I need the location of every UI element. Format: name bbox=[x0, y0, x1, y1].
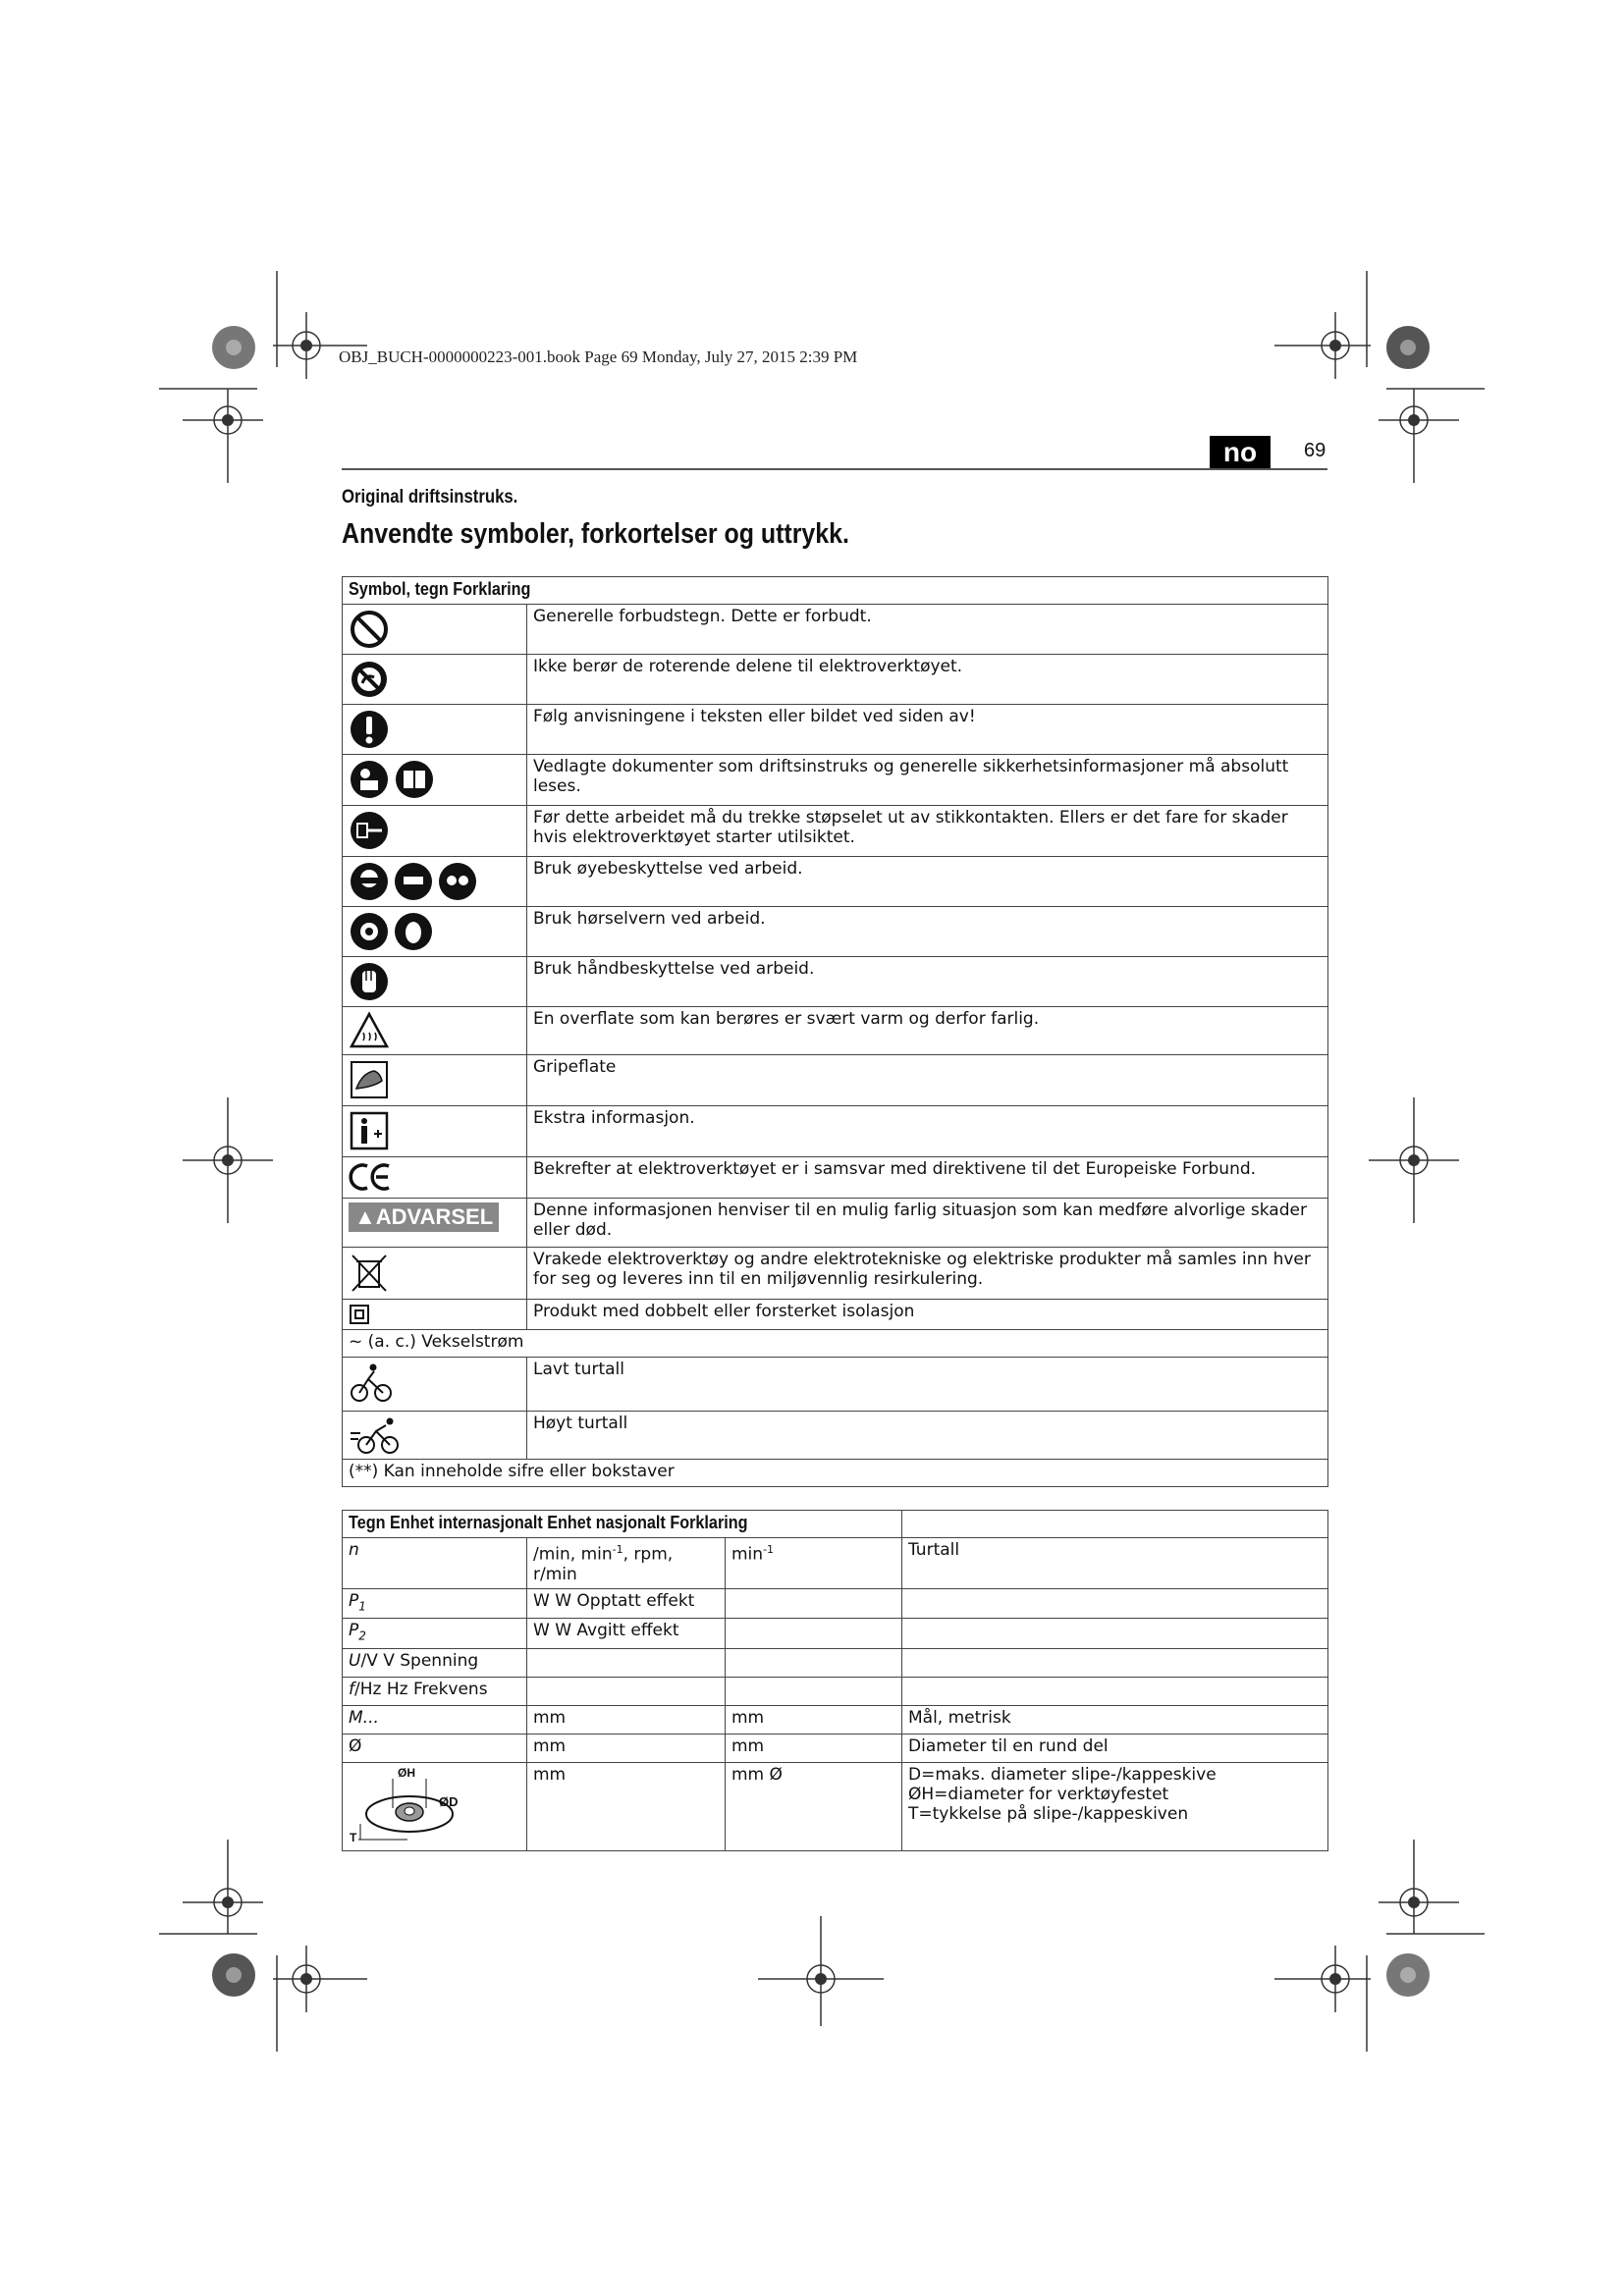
high-speed-bike-icon bbox=[349, 1415, 402, 1455]
symbol-cell bbox=[343, 1199, 527, 1248]
unit-explanation bbox=[902, 1677, 1328, 1705]
symbol-explanation: Bruk hørselvern ved arbeid. bbox=[527, 907, 1328, 957]
unit-national: $\min^{-1}$ bbox=[726, 1538, 902, 1589]
unit-international: mm bbox=[527, 1734, 726, 1762]
hand-protection-icon bbox=[349, 961, 390, 1002]
symbol-cell bbox=[343, 1248, 527, 1300]
symbol-explanation: Følg anvisningene i teksten eller bildet ved siden av! bbox=[527, 705, 1328, 755]
unit-international: mm bbox=[527, 1705, 726, 1734]
explanation-line: ØH=diameter for verktøyfestet bbox=[908, 1784, 1169, 1804]
info-icon bbox=[349, 1110, 390, 1151]
symbols-table-header: Symbol, tegn Forklaring bbox=[343, 577, 1328, 605]
read-documents-icon bbox=[349, 759, 439, 800]
warning-badge-label: ADVARSEL bbox=[375, 1204, 494, 1229]
eye-protection-icon bbox=[349, 861, 478, 902]
diagram-label-oh: ØH bbox=[398, 1765, 415, 1780]
unit-national: mm bbox=[726, 1734, 902, 1762]
symbol-cell bbox=[343, 705, 527, 755]
symbol-explanation: Produkt med dobbelt eller forsterket isolasjon bbox=[527, 1300, 1328, 1330]
units-table bbox=[342, 1510, 1328, 1851]
symbol-explanation: Høyt turtall bbox=[527, 1412, 1328, 1460]
explanation-line: T=tykkelse på slipe-/kappeskiven bbox=[908, 1803, 1189, 1824]
symbol-cell bbox=[343, 806, 527, 857]
mandatory-exclamation-icon bbox=[349, 709, 390, 750]
unit-national: mm bbox=[726, 1705, 902, 1734]
symbol-cell bbox=[343, 957, 527, 1007]
units-table-header: Tegn Enhet internasjonalt Enhet nasjonalt Forklaring bbox=[343, 1511, 902, 1538]
symbol-cell bbox=[343, 1055, 527, 1106]
symbol-explanation: Gripeflate bbox=[527, 1055, 1328, 1106]
symbol-explanation: Vrakede elektroverktøy og andre elektrotekniske og elektriske produkter må samles inn hver for seg og leveres inn til en miljøvennlig resirkulering. bbox=[527, 1248, 1328, 1300]
no-touch-rotating-icon bbox=[349, 659, 390, 700]
warning-badge bbox=[349, 1202, 499, 1232]
unit-national bbox=[726, 1589, 902, 1619]
units-table-header-empty bbox=[902, 1511, 1328, 1538]
symbol-row-full: (**) Kan inneholde sifre eller bokstaver bbox=[343, 1460, 1328, 1487]
unit-sign: U/V V Spenning bbox=[343, 1648, 527, 1677]
symbol-explanation: Vedlagte dokumenter som driftsinstruks og generelle sikkerhetsinformasjoner må absolutt leses. bbox=[527, 755, 1328, 806]
unit-explanation bbox=[902, 1619, 1328, 1648]
symbol-explanation: Ikke berør de roterende delene til elektroverktøyet. bbox=[527, 655, 1328, 705]
page-number: 69 bbox=[1304, 440, 1326, 461]
symbol-cell bbox=[343, 755, 527, 806]
symbol-row-full: ~ (a. c.) Vekselstrøm bbox=[343, 1330, 1328, 1358]
unit-explanation: Diameter til en rund del bbox=[902, 1734, 1328, 1762]
unit-international: /min, $\min^{-1}$, rpm, r/min bbox=[527, 1538, 726, 1589]
unit-international: W W Avgitt effekt bbox=[527, 1619, 726, 1648]
prohibition-icon bbox=[349, 609, 390, 650]
low-speed-bike-icon bbox=[349, 1362, 394, 1403]
symbol-explanation: Lavt turtall bbox=[527, 1358, 1328, 1412]
unit-explanation: Turtall bbox=[902, 1538, 1328, 1589]
symbol-explanation: En overflate som kan berøres er svært varm og derfor farlig. bbox=[527, 1007, 1328, 1055]
explanation-line: D=maks. diameter slipe-/kappeskive bbox=[908, 1764, 1217, 1785]
unit-sign: Ø bbox=[343, 1734, 527, 1762]
unplug-icon bbox=[349, 810, 390, 851]
unit-sign: n bbox=[343, 1538, 527, 1589]
unit-explanation bbox=[902, 1589, 1328, 1619]
language-tab: no bbox=[1210, 436, 1271, 469]
symbol-explanation: Bruk øyebeskyttelse ved arbeid. bbox=[527, 857, 1328, 907]
symbol-explanation: Bruk håndbeskyttelse ved arbeid. bbox=[527, 957, 1328, 1007]
unit-explanation: Mål, metrisk bbox=[902, 1705, 1328, 1734]
unit-explanation bbox=[902, 1762, 1328, 1850]
symbol-cell bbox=[343, 605, 527, 655]
unit-national bbox=[726, 1677, 902, 1705]
hot-surface-icon bbox=[349, 1011, 390, 1050]
symbol-cell bbox=[343, 1106, 527, 1157]
page-title: Anvendte symboler, forkortelser og uttrykk. bbox=[342, 518, 849, 550]
unit-national bbox=[726, 1648, 902, 1677]
unit-sign: M... bbox=[343, 1705, 527, 1734]
symbol-cell bbox=[343, 655, 527, 705]
ear-protection-icon bbox=[349, 911, 437, 952]
unit-sign bbox=[343, 1762, 527, 1850]
symbol-explanation: Generelle forbudstegn. Dette er forbudt. bbox=[527, 605, 1328, 655]
double-insulation-icon bbox=[349, 1304, 370, 1325]
symbol-cell bbox=[343, 907, 527, 957]
symbol-explanation: Før dette arbeidet må du trekke støpselet ut av stikkontakten. Ellers er det fare for skader hvis elektroverktøyet starter utilsiktet. bbox=[527, 806, 1328, 857]
grinding-disc-diagram bbox=[349, 1765, 466, 1843]
unit-national: mm Ø bbox=[726, 1762, 902, 1850]
symbol-explanation: Denne informasjonen henviser til en mulig farlig situasjon som kan medføre alvorlige skader eller død. bbox=[527, 1199, 1328, 1248]
symbol-cell bbox=[343, 1007, 527, 1055]
unit-international: mm bbox=[527, 1762, 726, 1850]
symbol-cell bbox=[343, 1300, 527, 1330]
symbols-table bbox=[342, 576, 1328, 1487]
diagram-label-od: ØD bbox=[439, 1793, 459, 1809]
symbol-cell bbox=[343, 1412, 527, 1460]
symbol-cell bbox=[343, 1358, 527, 1412]
file-header: OBJ_BUCH-0000000223-001.book Page 69 Monday, July 27, 2015 2:39 PM bbox=[339, 347, 858, 366]
diagram-label-t: T bbox=[350, 1830, 357, 1843]
unit-explanation bbox=[902, 1648, 1328, 1677]
unit-sign: $P_2$ bbox=[343, 1619, 527, 1648]
warning-triangle-icon: ▲ bbox=[354, 1204, 376, 1229]
weee-bin-icon bbox=[349, 1252, 390, 1295]
symbol-cell bbox=[343, 857, 527, 907]
unit-international bbox=[527, 1648, 726, 1677]
unit-sign: $P_1$ bbox=[343, 1589, 527, 1619]
unit-national bbox=[726, 1619, 902, 1648]
grip-surface-icon bbox=[349, 1059, 390, 1100]
header-rule bbox=[342, 468, 1327, 470]
symbol-explanation: Bekrefter at elektroverktøyet er i samsvar med direktivene til det Europeiske Forbund. bbox=[527, 1157, 1328, 1199]
ce-mark-icon bbox=[349, 1161, 394, 1193]
unit-sign: f/Hz Hz Frekvens bbox=[343, 1677, 527, 1705]
unit-international: W W Opptatt effekt bbox=[527, 1589, 726, 1619]
page-subtitle: Original driftsinstruks. bbox=[342, 487, 518, 507]
unit-international bbox=[527, 1677, 726, 1705]
symbol-cell bbox=[343, 1157, 527, 1199]
symbol-explanation: Ekstra informasjon. bbox=[527, 1106, 1328, 1157]
